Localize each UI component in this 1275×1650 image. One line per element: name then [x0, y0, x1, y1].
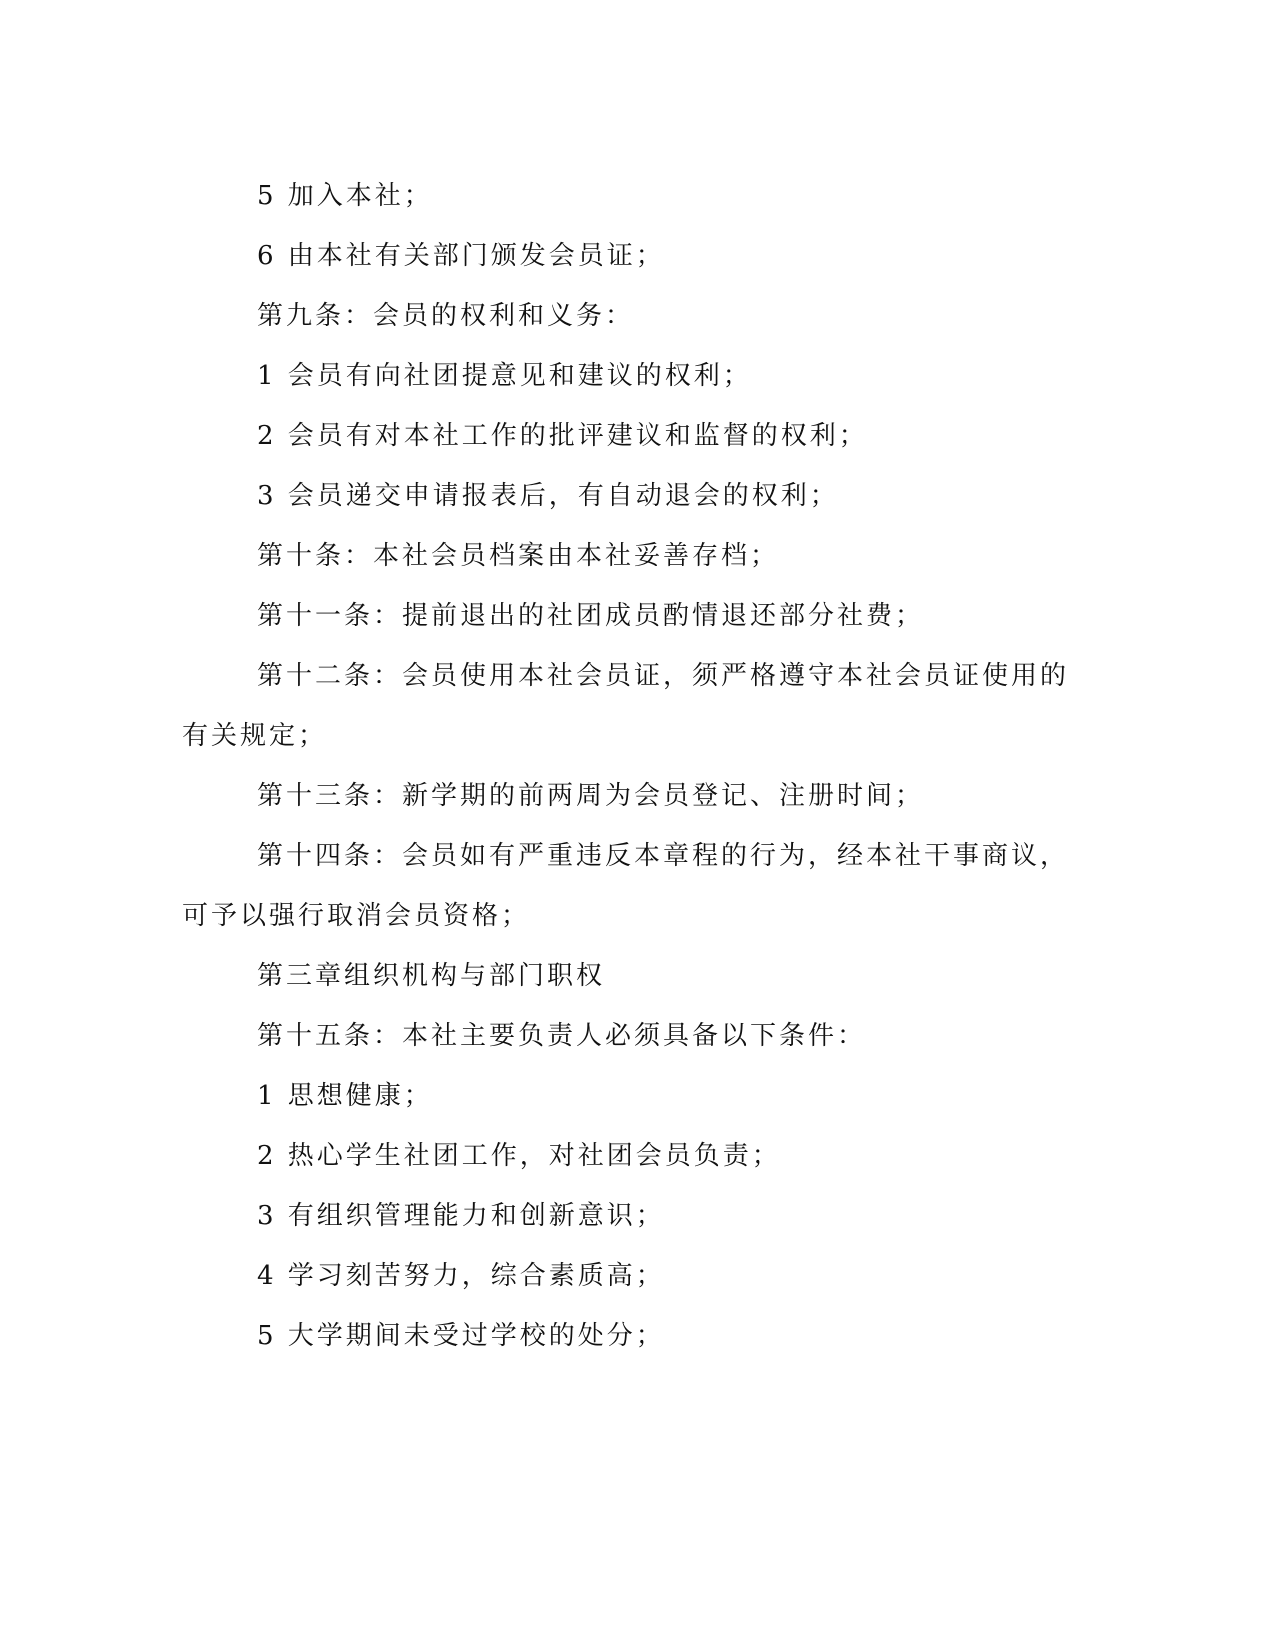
paragraph: 4 学习刻苦努力，综合素质高； — [257, 1261, 665, 1291]
article-paragraph: 第十三条：新学期的前两周为会员登记、注册时间； — [257, 781, 925, 811]
paragraph: 5 加入本社； — [257, 181, 433, 211]
paragraph: 2 会员有对本社工作的批评建议和监督的权利； — [257, 421, 868, 451]
paragraph: 1 会员有向社团提意见和建议的权利； — [257, 361, 752, 391]
paragraph: 6 由本社有关部门颁发会员证； — [257, 241, 665, 271]
paragraph: 3 会员递交申请报表后，有自动退会的权利； — [257, 481, 839, 511]
document-body — [182, 166, 1082, 1366]
chapter-heading: 第三章组织机构与部门职权 — [257, 961, 606, 991]
article-heading: 第九条：会员的权利和义务： — [257, 301, 635, 331]
article-paragraph: 第十一条：提前退出的社团成员酌情退还部分社费； — [257, 601, 925, 631]
paragraph: 1 思想健康； — [257, 1081, 433, 1111]
article-paragraph: 第十二条：会员使用本社会员证，须严格遵守本社会员证使用的有关规定； — [182, 661, 1070, 751]
article-heading: 第十五条：本社主要负责人必须具备以下条件： — [257, 1021, 867, 1051]
article-paragraph: 第十条：本社会员档案由本社妥善存档； — [257, 541, 780, 571]
paragraph: 5 大学期间未受过学校的处分； — [257, 1321, 665, 1351]
paragraph: 3 有组织管理能力和创新意识； — [257, 1201, 665, 1231]
article-paragraph: 第十四条：会员如有严重违反本章程的行为，经本社干事商议，可予以强行取消会员资格； — [182, 841, 1070, 931]
paragraph: 2 热心学生社团工作，对社团会员负责； — [257, 1141, 781, 1171]
